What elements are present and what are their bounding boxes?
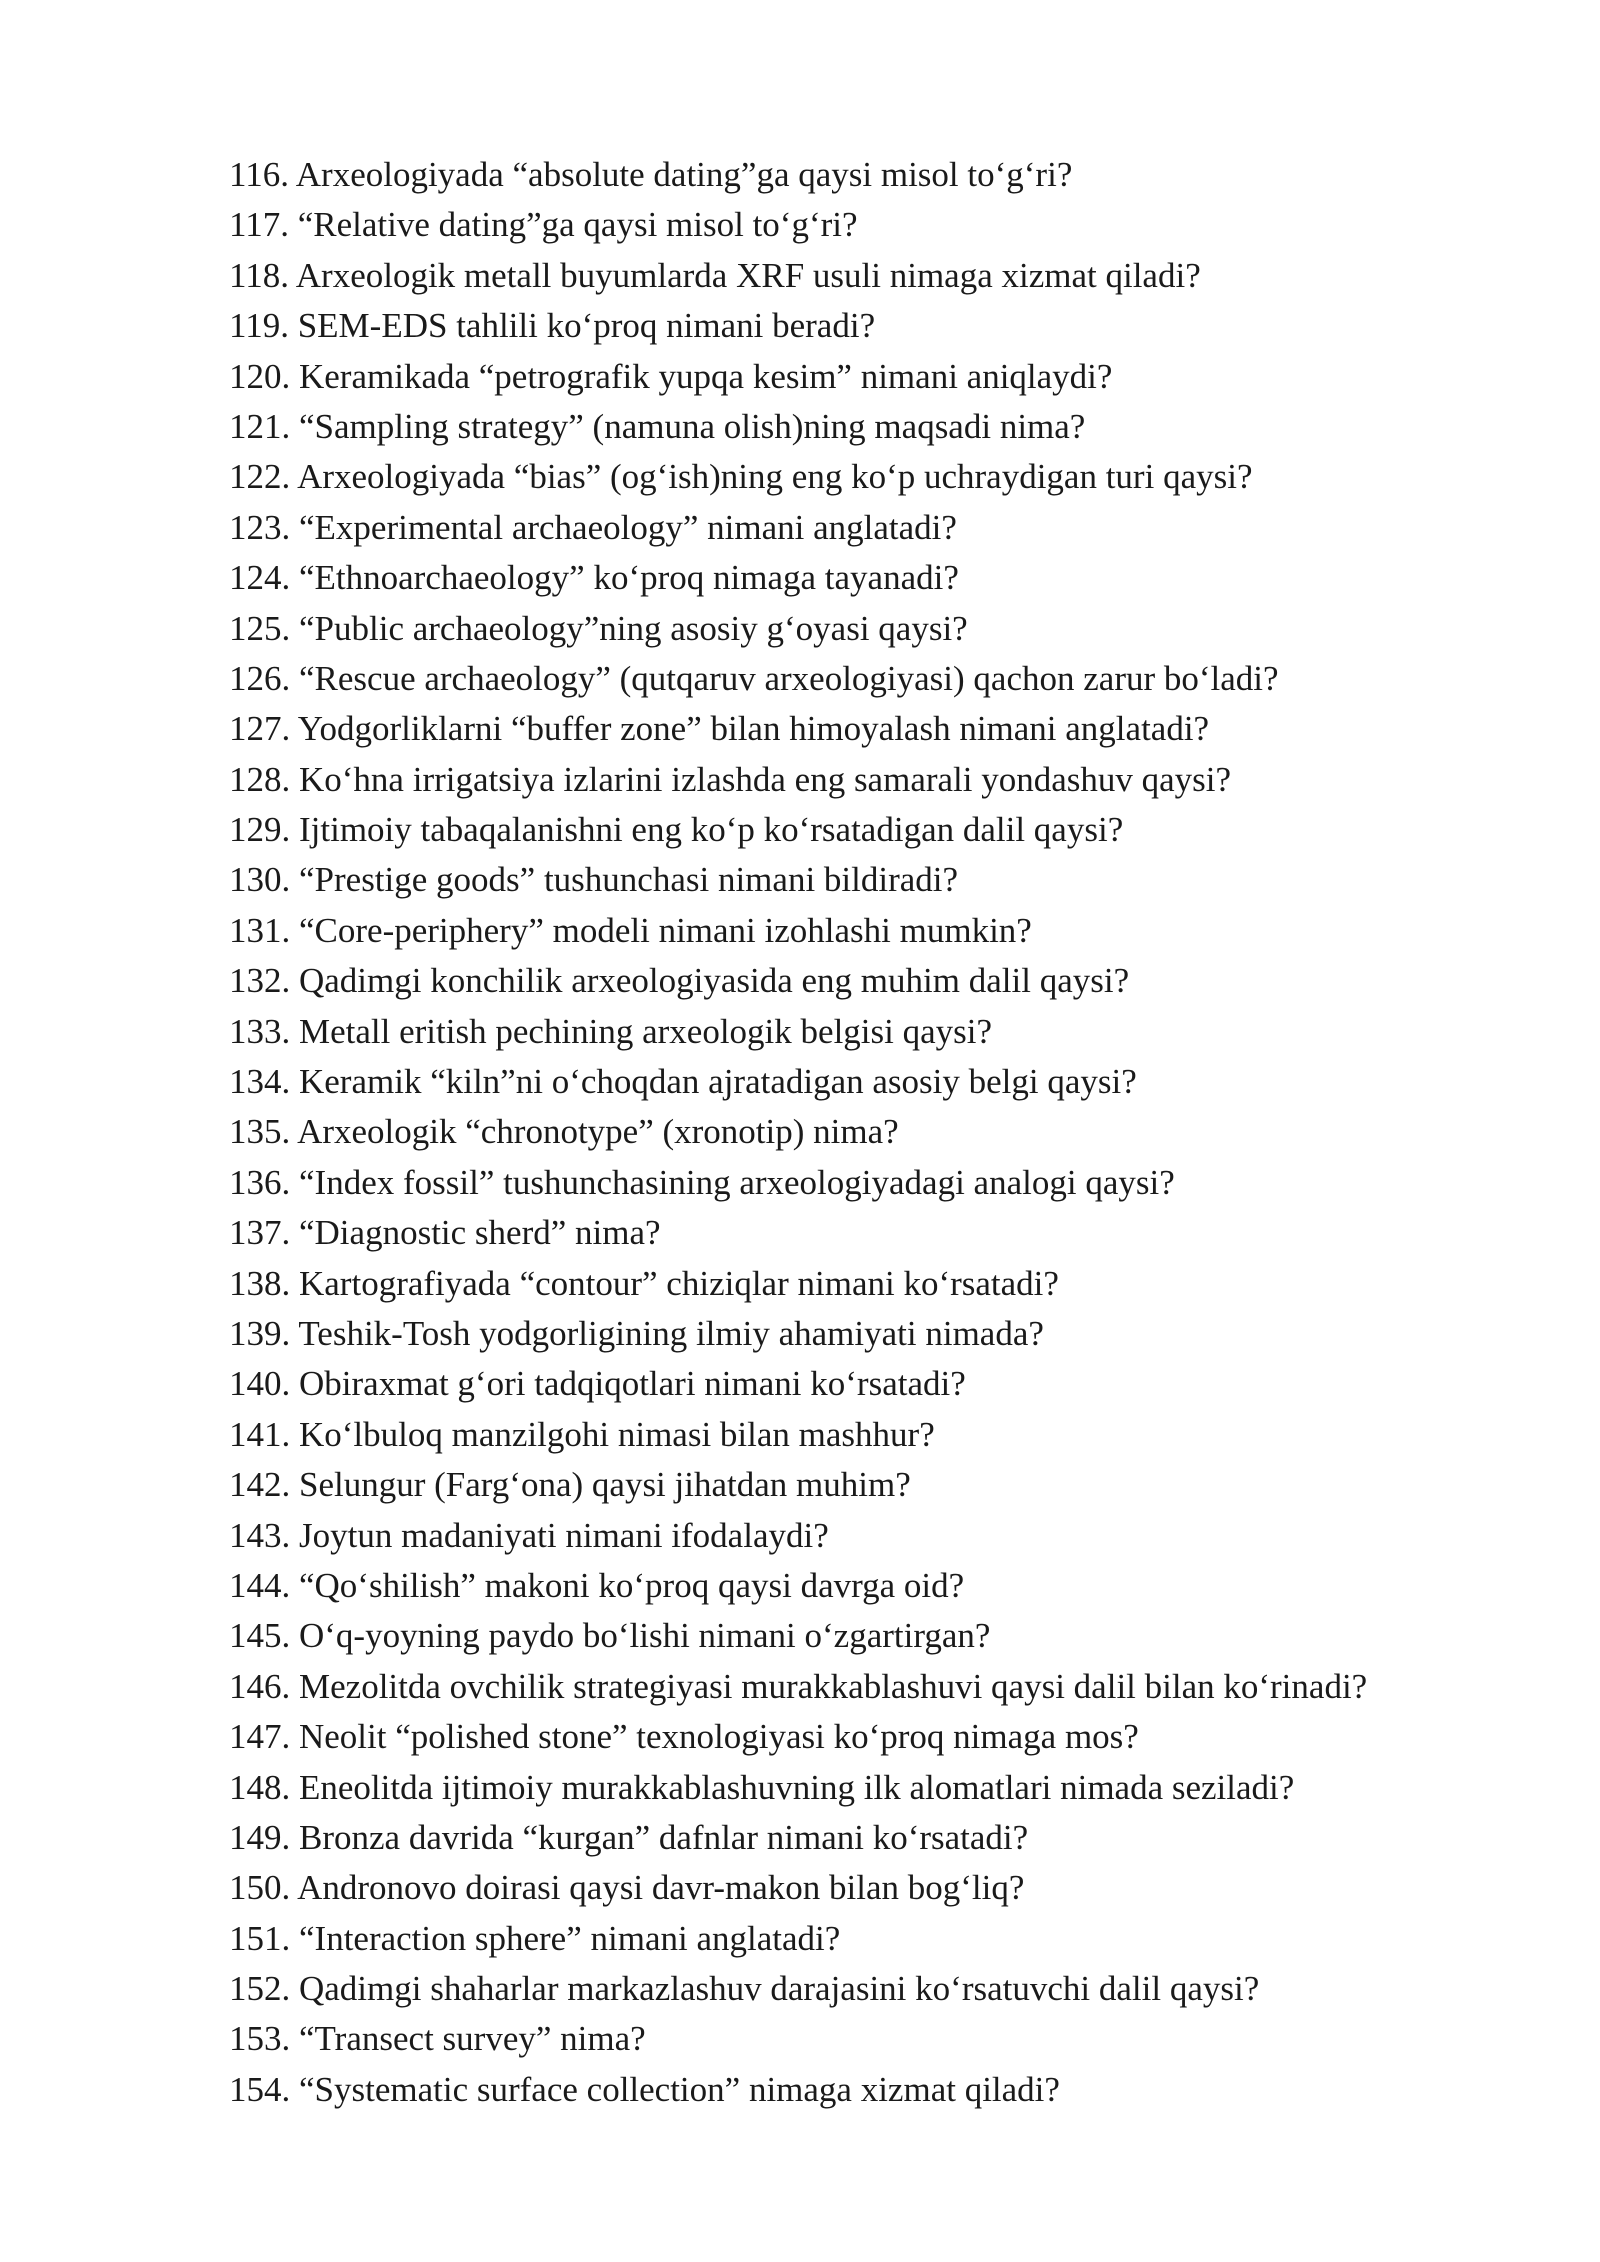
question-item: 150. Andronovo doirasi qaysi davr-makon bilan bog‘liq? bbox=[229, 1868, 1025, 1908]
question-item: 143. Joytun madaniyati nimani ifodalaydi? bbox=[229, 1515, 829, 1555]
question-item: 134. Keramik “kiln”ni o‘choqdan ajratadigan asosiy belgi qaysi? bbox=[229, 1062, 1137, 1102]
question-item: 147. Neolit “polished stone” texnologiyasi ko‘proq nimaga mos? bbox=[229, 1717, 1139, 1757]
question-item: 145. O‘q-yoyning paydo bo‘lishi nimani o‘zgartirgan? bbox=[229, 1616, 991, 1656]
question-item: 130. “Prestige goods” tushunchasi nimani bildiradi? bbox=[229, 860, 959, 900]
question-item: 138. Kartografiyada “contour” chiziqlar nimani ko‘rsatadi? bbox=[229, 1263, 1059, 1303]
question-item: 124. “Ethnoarchaeology” ko‘proq nimaga tayanadi? bbox=[229, 558, 959, 598]
question-item: 131. “Core-periphery” modeli nimani izohlashi mumkin? bbox=[229, 910, 1032, 950]
question-list bbox=[229, 150, 1569, 2115]
question-item: 146. Mezolitda ovchilik strategiyasi murakkablashuvi qaysi dalil bilan ko‘rinadi? bbox=[229, 1666, 1368, 1706]
question-item: 136. “Index fossil” tushunchasining arxeologiyadagi analogi qaysi? bbox=[229, 1162, 1175, 1202]
question-item: 148. Eneolitda ijtimoiy murakkablashuvning ilk alomatlari nimada seziladi? bbox=[229, 1767, 1295, 1807]
question-item: 123. “Experimental archaeology” nimani anglatadi? bbox=[229, 507, 957, 547]
question-item: 152. Qadimgi shaharlar markazlashuv darajasini ko‘rsatuvchi dalil qaysi? bbox=[229, 1969, 1260, 2009]
question-item: 127. Yodgorliklarni “buffer zone” bilan himoyalash nimani anglatadi? bbox=[229, 709, 1210, 749]
question-item: 128. Ko‘hna irrigatsiya izlarini izlashda eng samarali yondashuv qaysi? bbox=[229, 759, 1232, 799]
question-item: 129. Ijtimoiy tabaqalanishni eng ko‘p ko‘rsatadigan dalil qaysi? bbox=[229, 810, 1124, 850]
question-item: 144. “Qo‘shilish” makoni ko‘proq qaysi davrga oid? bbox=[229, 1565, 965, 1605]
question-item: 116. Arxeologiyada “absolute dating”ga qaysi misol to‘g‘ri? bbox=[229, 155, 1073, 194]
question-item: 142. Selungur (Farg‘ona) qaysi jihatdan muhim? bbox=[229, 1465, 911, 1505]
question-item: 140. Obiraxmat g‘ori tadqiqotlari nimani ko‘rsatadi? bbox=[229, 1364, 966, 1404]
question-item: 139. Teshik-Tosh yodgorligining ilmiy ahamiyati nimada? bbox=[229, 1313, 1044, 1353]
question-item: 153. “Transect survey” nima? bbox=[229, 2019, 646, 2059]
question-item: 135. Arxeologik “chronotype” (xronotip) nima? bbox=[229, 1112, 899, 1152]
question-item: 117. “Relative dating”ga qaysi misol to‘g‘ri? bbox=[229, 205, 858, 245]
question-item: 119. SEM-EDS tahlili ko‘proq nimani beradi? bbox=[229, 306, 876, 346]
question-item: 125. “Public archaeology”ning asosiy g‘oyasi qaysi? bbox=[229, 608, 968, 648]
question-item: 133. Metall eritish pechining arxeologik belgisi qaysi? bbox=[229, 1011, 993, 1051]
question-item: 154. “Systematic surface collection” nimaga xizmat qiladi? bbox=[229, 2069, 1060, 2109]
question-item: 120. Keramikada “petrografik yupqa kesim” nimani aniqlaydi? bbox=[229, 356, 1113, 396]
question-item: 126. “Rescue archaeology” (qutqaruv arxeologiyasi) qachon zarur bo‘ladi? bbox=[229, 658, 1279, 698]
question-item: 149. Bronza davrida “kurgan” dafnlar nimani ko‘rsatadi? bbox=[229, 1817, 1029, 1857]
question-item: 121. “Sampling strategy” (namuna olish)ning maqsadi nima? bbox=[229, 406, 1086, 446]
question-item: 118. Arxeologik metall buyumlarda XRF usuli nimaga xizmat qiladi? bbox=[229, 255, 1201, 295]
question-item: 122. Arxeologiyada “bias” (og‘ish)ning eng ko‘p uchraydigan turi qaysi? bbox=[229, 457, 1253, 497]
question-item: 141. Ko‘lbuloq manzilgohi nimasi bilan mashhur? bbox=[229, 1414, 935, 1454]
question-item: 132. Qadimgi konchilik arxeologiyasida eng muhim dalil qaysi? bbox=[229, 961, 1130, 1001]
question-item: 151. “Interaction sphere” nimani anglatadi? bbox=[229, 1918, 841, 1958]
question-item: 137. “Diagnostic sherd” nima? bbox=[229, 1213, 661, 1253]
